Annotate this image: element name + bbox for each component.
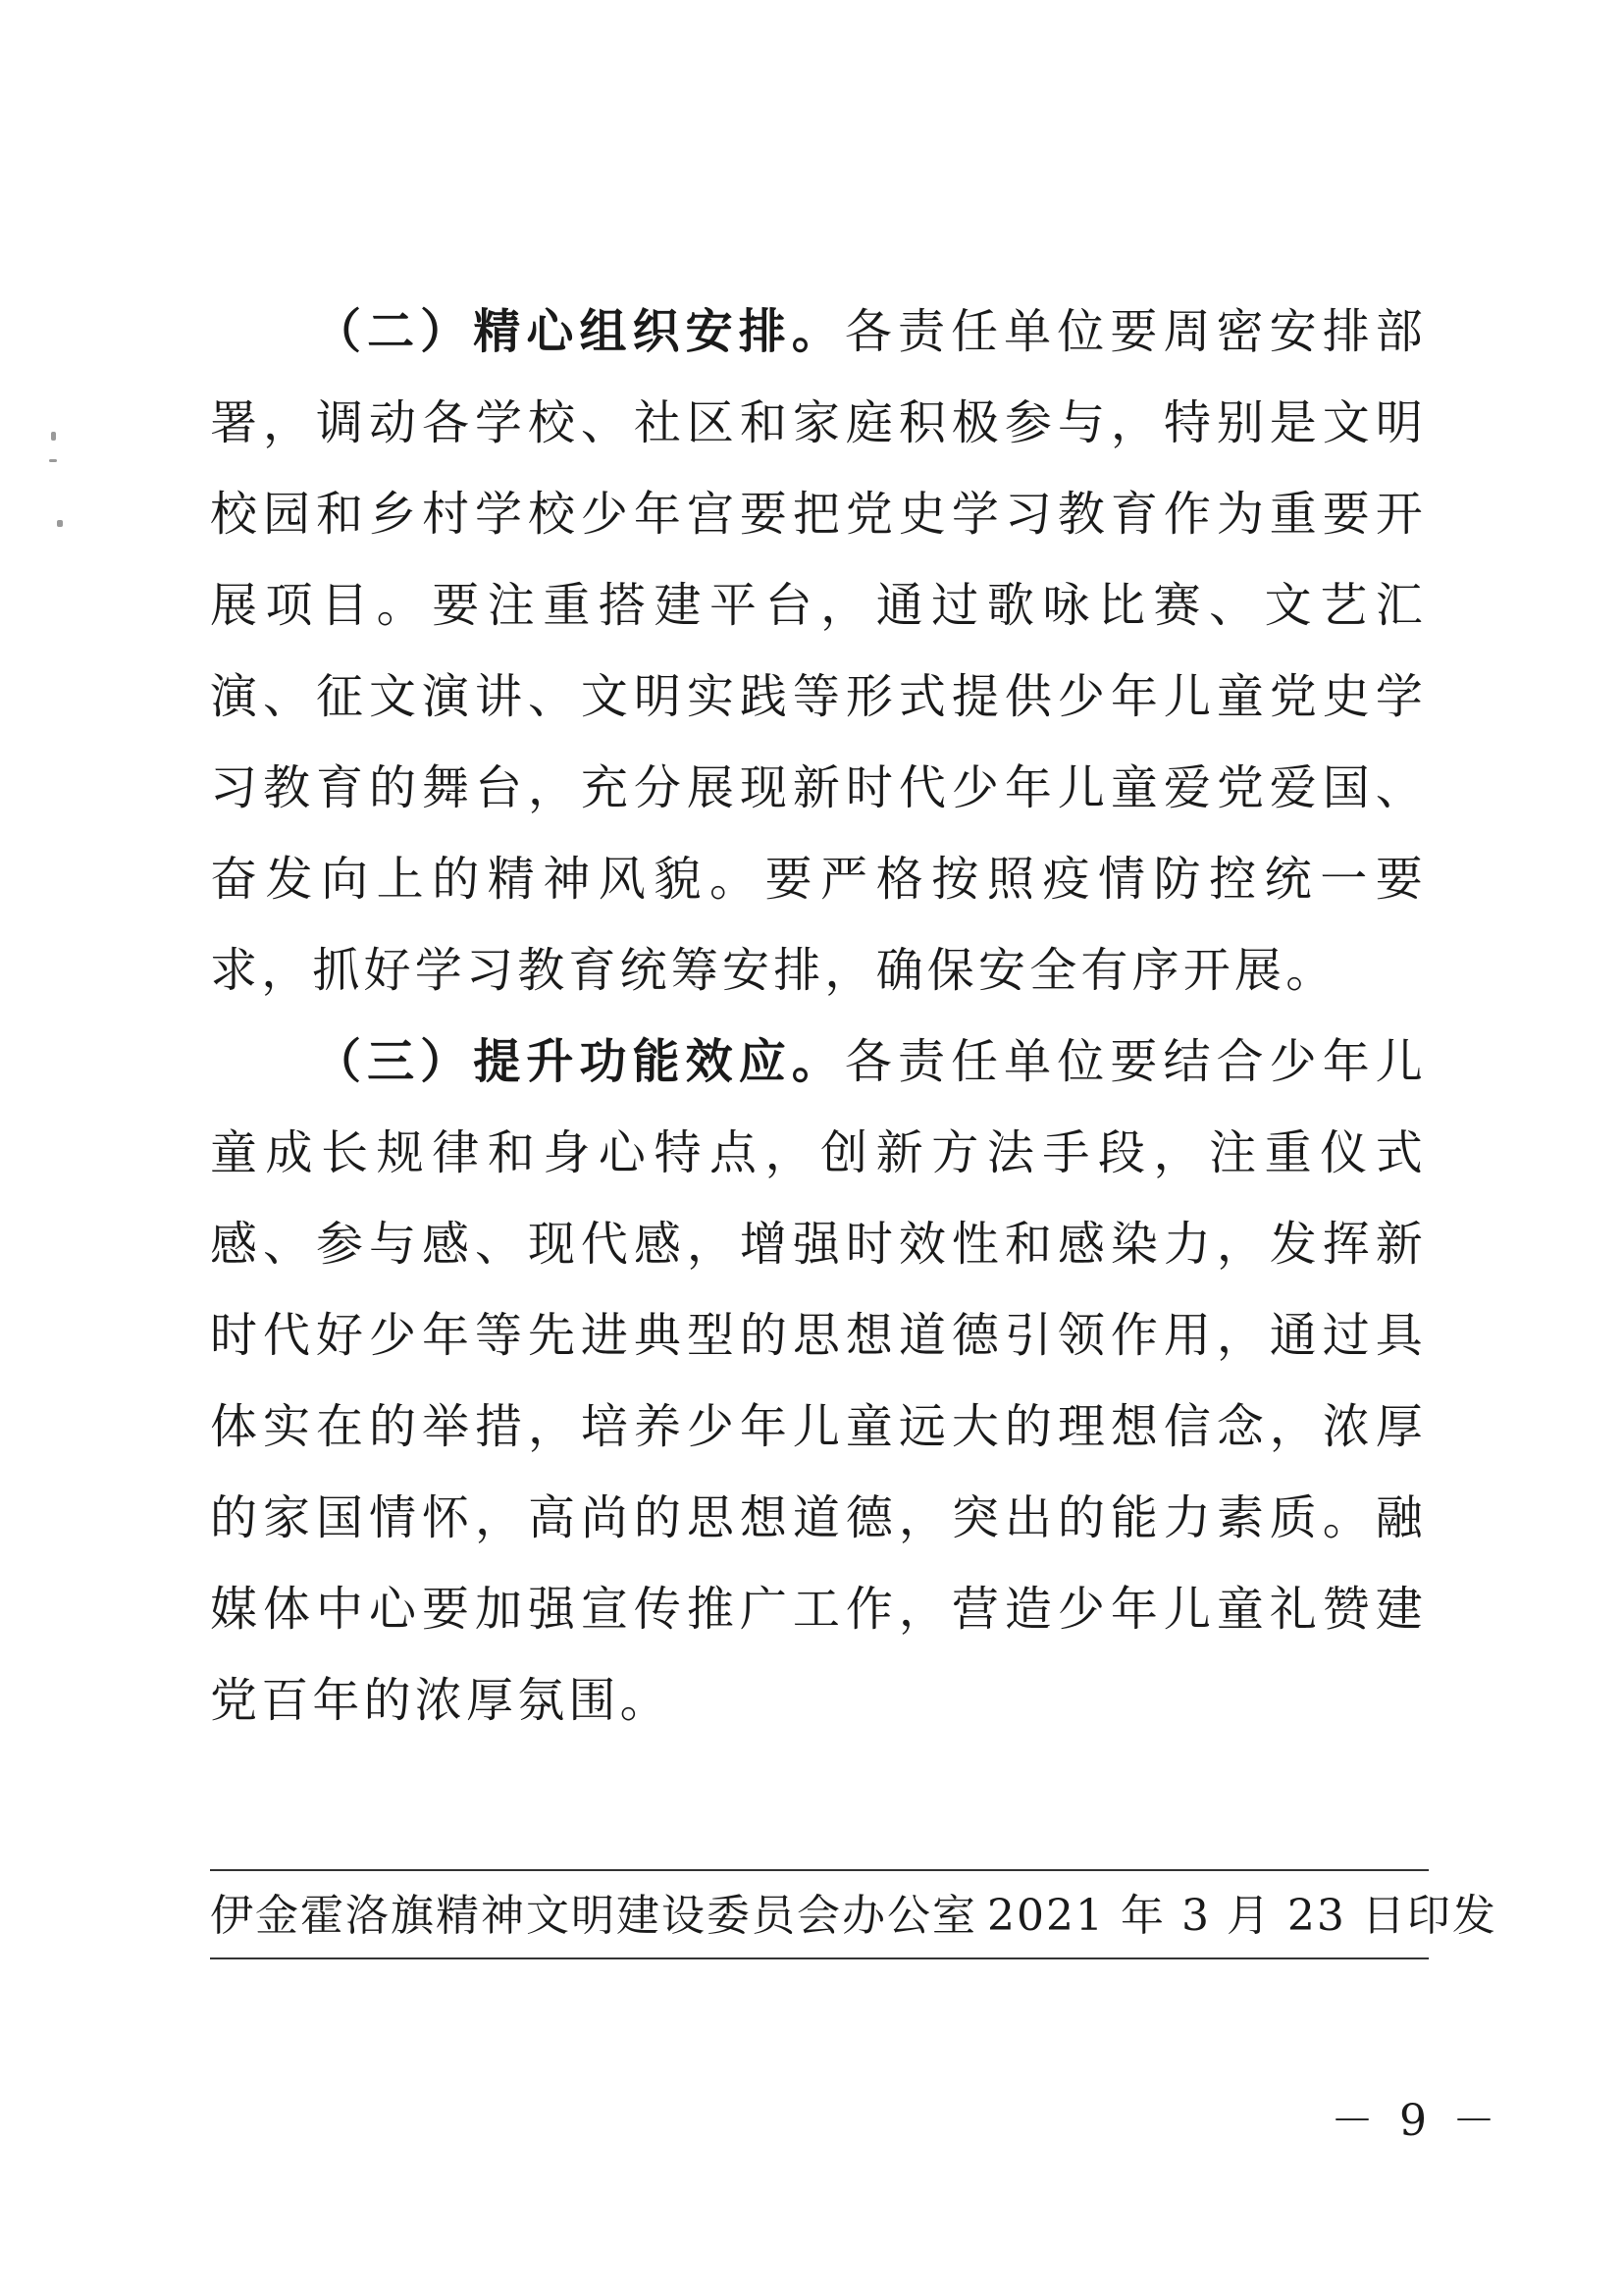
issuer-name: 伊金霍洛旗精神文明建设委员会办公室 [210, 1891, 977, 1941]
issue-footer [210, 1882, 1497, 1951]
paragraph-text: 各责任单位要周密安排部署，调动各学校、社区和家庭积极参与，特别是文明校园和乡村学校少年宫要把党史学习教育作为重要开展项目。要注重搭建平台，通过歌咏比赛、文艺汇演、征文演讲、文明实践等形式提供少年儿童党史学习教育的舞台，充分展现新时代少年儿童爱党爱国、奋发向上的精神风貌。要严格按照疫情防控统一要求，抓好学习教育统筹安排，确保安全有序开展。 [210, 304, 1427, 998]
scan-mark [51, 432, 56, 441]
body-text [210, 287, 1427, 1747]
paragraph-heading: （三）提升功能效应。 [314, 1034, 845, 1089]
footer-top-rule [210, 1869, 1429, 1871]
paragraph-heading: （二）精心组织安排。 [314, 304, 845, 359]
scan-mark [49, 459, 57, 462]
scan-mark [57, 520, 63, 527]
paragraph-text: 各责任单位要结合少年儿童成长规律和身心特点，创新方法手段，注重仪式感、参与感、现代感，增强时效性和感染力，发挥新时代好少年等先进典型的思想道德引领作用，通过具体实在的举措，培养少年儿童远大的理想信念，浓厚的家国情怀，高尚的思想道德，突出的能力素质。融媒体中心要加强宣传推广工作，营造少年儿童礼赞建党百年的浓厚氛围。 [210, 1034, 1427, 1728]
paragraph [210, 1017, 1427, 1747]
footer-bottom-rule [210, 1957, 1429, 1959]
issue-date: 2021 年 3 月 23 日印发 [987, 1891, 1497, 1941]
paragraph [210, 287, 1427, 1017]
page-number: － 9 － [1331, 2096, 1501, 2146]
